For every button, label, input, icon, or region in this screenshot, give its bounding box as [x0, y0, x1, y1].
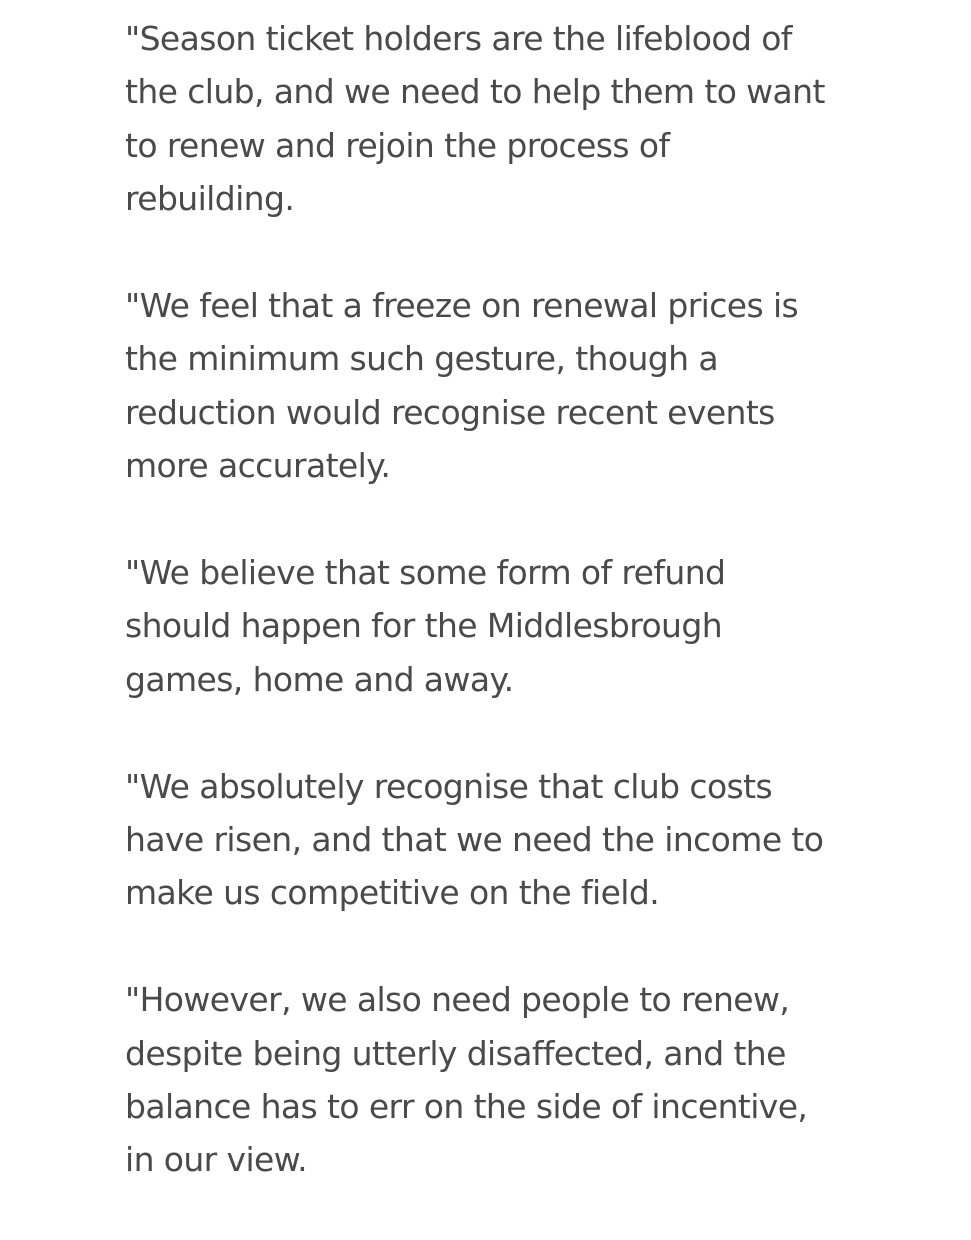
text-line: in our view. [125, 1140, 307, 1180]
text-line: despite being utterly disaffected, and the [125, 1033, 786, 1073]
text-line: the club, and we need to help them to want [125, 72, 825, 112]
article-body [125, 12, 865, 1240]
text-line: "We believe that some form of refund [125, 553, 726, 593]
text-line: games, home and away. [125, 659, 514, 699]
text-line: should happen for the Middlesbrough [125, 606, 723, 646]
paragraph-incentive [125, 973, 865, 1187]
text-line: "We absolutely recognise that club costs [125, 766, 773, 806]
paragraph-season-ticket-holders [125, 12, 865, 226]
text-line: have risen, and that we need the income to [125, 820, 824, 860]
text-line: to renew and rejoin the process of [125, 125, 670, 165]
text-line: more accurately. [125, 446, 391, 486]
text-line: "However, we also need people to renew, [125, 980, 790, 1020]
text-line: make us competitive on the field. [125, 873, 660, 913]
text-line: "We feel that a freeze on renewal prices is [125, 286, 799, 326]
paragraph-club-costs [125, 760, 865, 920]
text-line: the minimum such gesture, though a [125, 339, 718, 379]
text-line: rebuilding. [125, 179, 295, 219]
text-line: "Season ticket holders are the lifeblood of [125, 19, 792, 58]
text-line: reduction would recognise recent events [125, 392, 775, 432]
text-line: balance has to err on the side of incentive, [125, 1087, 808, 1127]
paragraph-price-freeze [125, 279, 865, 493]
paragraph-refund [125, 546, 865, 706]
